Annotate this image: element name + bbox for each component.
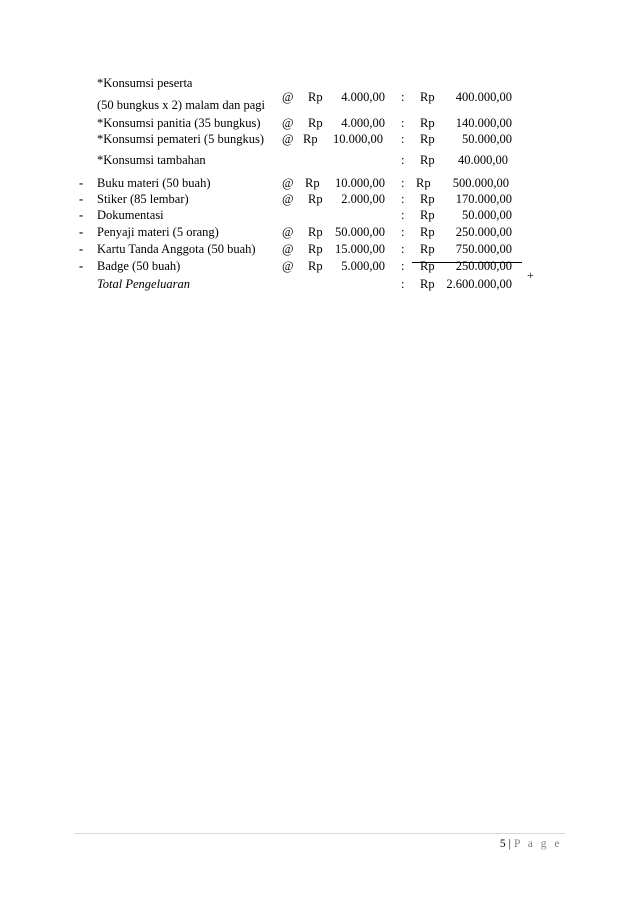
currency-label: Rp [420,242,435,256]
list-bullet: - [79,176,84,190]
line-total: 170.000,00 [455,192,512,206]
colon: : [401,153,405,167]
unit-price: 15.000,00 [335,242,385,256]
page-footer [500,838,562,850]
unit-price: 4.000,00 [341,116,385,130]
expense-desc: Buku materi (50 buah) [97,176,211,190]
currency-label: Rp [420,90,435,104]
expense-desc: *Konsumsi tambahan [97,153,206,167]
colon: : [401,192,405,206]
colon: : [401,116,405,130]
list-bullet: - [79,208,84,222]
currency-label: Rp [308,225,323,239]
expense-desc: *Konsumsi panitia (35 bungkus) [97,116,261,130]
total-label: Total Pengeluaran [97,277,190,291]
footer-divider [74,833,565,834]
page-word: P a g e [513,838,562,850]
currency-label: Rp [308,116,323,130]
sum-underline [412,262,522,263]
line-total: 400.000,00 [455,90,512,104]
at-symbol: @ [282,176,294,190]
unit-price: 10.000,00 [335,176,385,190]
line-total: 50.000,00 [462,132,512,146]
unit-price: 5.000,00 [341,259,385,273]
unit-price: 4.000,00 [341,90,385,104]
currency-label: Rp [303,132,318,146]
currency-label: Rp [420,277,435,291]
colon: : [401,208,405,222]
expense-desc: Penyaji materi (5 orang) [97,225,219,239]
unit-price: 2.000,00 [341,192,385,206]
expense-desc: *Konsumsi pemateri (5 bungkus) [97,132,264,146]
expense-desc: Kartu Tanda Anggota (50 buah) [97,242,256,256]
line-total: 750.000,00 [455,242,512,256]
at-symbol: @ [282,259,294,273]
footer-separator: | [508,838,511,850]
at-symbol: @ [282,225,294,239]
currency-label: Rp [420,153,435,167]
line-total: 50.000,00 [462,208,512,222]
at-symbol: @ [282,116,294,130]
line-total: 40.000,00 [458,153,508,167]
list-bullet: - [79,225,84,239]
line-total: 250.000,00 [455,259,512,273]
unit-price: 10.000,00 [333,132,383,146]
currency-label: Rp [420,192,435,206]
line-total: 140.000,00 [455,116,512,130]
at-symbol: @ [282,192,294,206]
at-symbol: @ [282,132,294,146]
currency-label: Rp [416,176,431,190]
currency-label: Rp [308,90,323,104]
list-bullet: - [79,192,84,206]
expense-desc: Stiker (85 lembar) [97,192,189,206]
currency-label: Rp [420,259,435,273]
expense-desc: Badge (50 buah) [97,259,181,273]
currency-label: Rp [420,225,435,239]
unit-price: 50.000,00 [335,225,385,239]
expense-desc: *Konsumsi peserta [97,76,193,90]
list-bullet: - [79,242,84,256]
colon: : [401,90,405,104]
colon: : [401,277,405,291]
expense-desc: (50 bungkus x 2) malam dan pagi [97,98,266,112]
colon: : [401,242,405,256]
currency-label: Rp [420,116,435,130]
at-symbol: @ [282,90,294,104]
grand-total: 2.600.000,00 [446,277,512,291]
line-total: 250.000,00 [455,225,512,239]
currency-label: Rp [420,132,435,146]
page-number: 5 [499,838,506,850]
at-symbol: @ [282,242,294,256]
expense-desc: Dokumentasi [97,208,164,222]
sum-plus-sign: + [527,268,534,282]
list-bullet: - [79,259,84,273]
currency-label: Rp [420,208,435,222]
line-total: 500.000,00 [452,176,509,190]
currency-label: Rp [308,192,323,206]
colon: : [401,176,405,190]
currency-label: Rp [308,259,323,273]
currency-label: Rp [308,242,323,256]
colon: : [401,132,405,146]
currency-label: Rp [305,176,320,190]
colon: : [401,225,405,239]
colon: : [401,259,405,273]
